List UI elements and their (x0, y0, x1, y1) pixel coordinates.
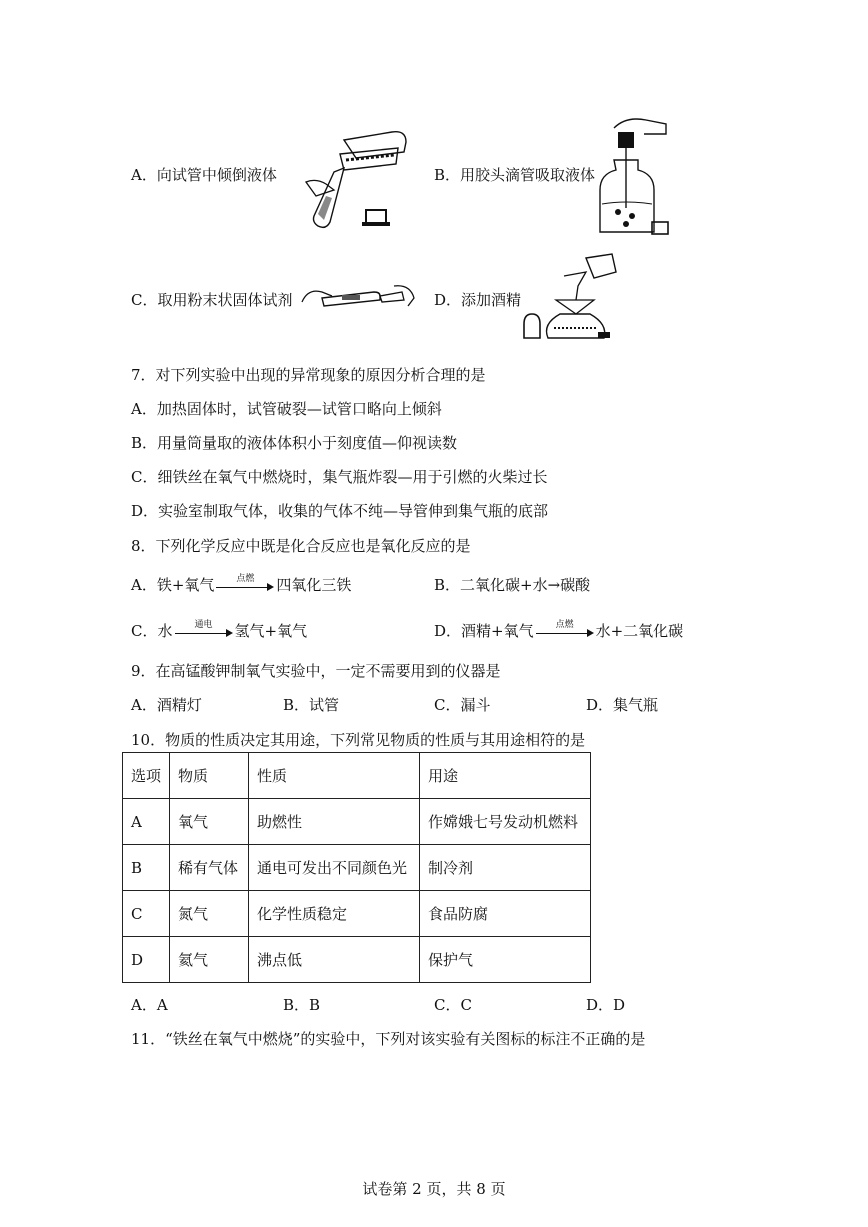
q8-a-label: A． (131, 576, 157, 594)
q8-option-a (131, 574, 351, 595)
table-cell: 助燃性 (249, 799, 420, 845)
q6-option-d: D．添加酒精 (434, 291, 522, 309)
q10-option-b: B．B (283, 996, 321, 1014)
table-cell: B (123, 845, 170, 891)
table-cell: 氮气 (170, 891, 249, 937)
q7-option-b: B．用量筒量取的液体体积小于刻度值—仰视读数 (131, 434, 458, 452)
table-cell: 沸点低 (249, 937, 420, 983)
q9-option-c: C．漏斗 (434, 696, 491, 714)
q10-option-d: D．D (586, 996, 626, 1014)
table-cell: 作嫦娥七号发动机燃料 (420, 799, 591, 845)
table-header-cell: 用途 (420, 753, 591, 799)
reaction-arrow (216, 574, 274, 595)
table-row (123, 937, 591, 983)
dropper-bottle-illustration (596, 112, 676, 242)
q9-option-d: D．集气瓶 (586, 696, 659, 714)
q8-d-label: D． (434, 622, 462, 640)
q8-d-condition: 点燃 (555, 620, 574, 630)
table-cell: 制冷剂 (420, 845, 591, 891)
table-row (123, 845, 591, 891)
table-cell: C (123, 891, 170, 937)
q8-a-condition: 点燃 (236, 574, 255, 584)
q10-stem: 10．物质的性质决定其用途，下列常见物质的性质与其用途相符的是 (131, 731, 586, 749)
table-header-cell: 选项 (123, 753, 170, 799)
q8-stem: 8．下列化学反应中既是化合反应也是氧化反应的是 (131, 537, 471, 555)
q8-option-d (434, 620, 683, 641)
q8-c-products: 氢气+氧气 (234, 622, 308, 640)
q6-option-c: C．取用粉末状固体试剂 (131, 291, 293, 309)
q10-option-c: C．C (434, 996, 472, 1014)
q8-c-condition: 通电 (194, 620, 213, 630)
table-row (123, 891, 591, 937)
q7-option-d: D．实验室制取气体，收集的气体不纯—导管伸到集气瓶的底部 (131, 502, 549, 520)
table-cell: D (123, 937, 170, 983)
table-cell: 氦气 (170, 937, 249, 983)
q8-c-reactants: 水 (157, 622, 173, 640)
reaction-arrow (536, 620, 594, 641)
table-cell: 化学性质稳定 (249, 891, 420, 937)
q7-stem: 7．对下列实验中出现的异常现象的原因分析合理的是 (131, 366, 486, 384)
table-header-row (123, 753, 591, 799)
q6-option-b: B．用胶头滴管吸取液体 (434, 166, 596, 184)
table-cell: 氧气 (170, 799, 249, 845)
q9-option-b: B．试管 (283, 696, 340, 714)
table-header-cell: 物质 (170, 753, 249, 799)
table-cell: 稀有气体 (170, 845, 249, 891)
q11-stem: 11．“铁丝在氧气中燃烧”的实验中，下列对该实验有关图标的标注不正确的是 (131, 1030, 646, 1048)
q8-c-label: C． (131, 622, 158, 640)
q8-b-label: B． (434, 576, 461, 594)
pour-liquid-illustration (296, 124, 416, 234)
q7-option-a: A．加热固体时，试管破裂—试管口略向上倾斜 (131, 400, 442, 418)
q8-d-reactants: 酒精+氧气 (461, 622, 534, 640)
q8-d-products: 水+二氧化碳 (595, 622, 684, 640)
add-alcohol-illustration (520, 252, 620, 344)
q8-b-equation: 二氧化碳+水→碳酸 (460, 576, 591, 594)
q9-stem: 9．在高锰酸钾制氧气实验中，一定不需要用到的仪器是 (131, 662, 501, 680)
table-cell: 通电可发出不同颜色光 (249, 845, 420, 891)
q6-option-a: A．向试管中倾倒液体 (131, 166, 277, 184)
q8-a-products: 四氧化三铁 (276, 576, 352, 594)
table-cell: A (123, 799, 170, 845)
powder-spatula-illustration (298, 278, 418, 318)
q7-option-c: C．细铁丝在氧气中燃烧时，集气瓶炸裂—用于引燃的火柴过长 (131, 468, 548, 486)
q10-option-a: A．A (131, 996, 168, 1014)
table-row (123, 799, 591, 845)
q8-option-b (434, 574, 590, 595)
q10-table (122, 752, 591, 983)
page-footer: 试卷第 2 页，共 8 页 (362, 1180, 506, 1198)
q8-option-c (131, 620, 307, 641)
table-header-cell: 性质 (249, 753, 420, 799)
reaction-arrow (175, 620, 233, 641)
q8-a-reactants: 铁+氧气 (156, 576, 215, 594)
q9-option-a: A．酒精灯 (131, 696, 202, 714)
table-cell: 食品防腐 (420, 891, 591, 937)
table-cell: 保护气 (420, 937, 591, 983)
